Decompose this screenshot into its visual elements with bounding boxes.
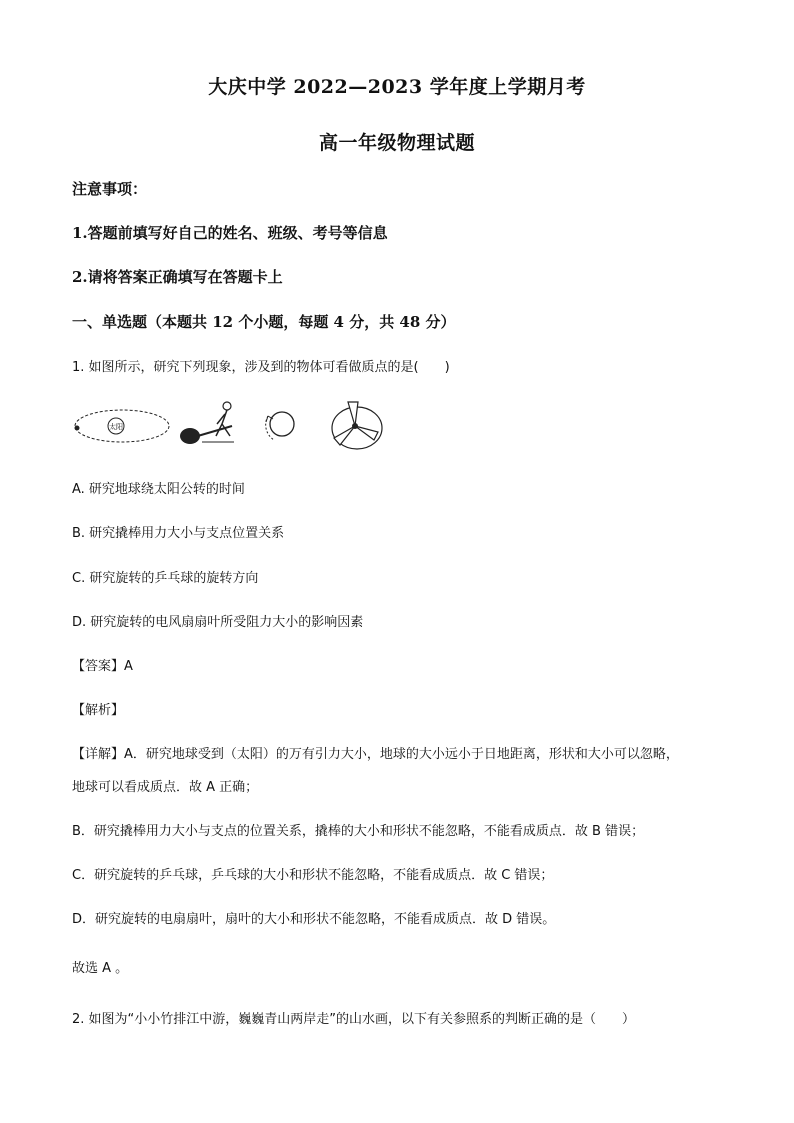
- orbit-diagram: [75, 410, 170, 442]
- question-1-option-b: B. 研究撬棒用力大小与支点位置关系: [72, 526, 285, 541]
- question-1-detail-line-2: 地球可以看成质点．故 A 正确；: [72, 780, 259, 795]
- fan-hub: [352, 423, 358, 429]
- question-1-detail-d: D．研究旋转的电扇扇叶，扇叶的大小和形状不能忽略，不能看成质点．故 D 错误。: [72, 912, 556, 927]
- exam-subtitle: 高一年级物理试题: [318, 132, 475, 154]
- question-1-answer: 【答案】A: [72, 659, 133, 674]
- person-body: [216, 410, 230, 436]
- question-1-stem: 1. 如图所示，研究下列现象，涉及到的物体可看做质点的是( ): [72, 360, 450, 375]
- question-1-detail-c: C．研究旋转的乒乓球，乒乓球的大小和形状不能忽略，不能看成质点．故 C 错误；: [72, 868, 554, 883]
- question-1-option-d: D. 研究旋转的电风扇扇叶所受阻力大小的影响因素: [72, 615, 364, 630]
- fan-blade-3: [355, 426, 378, 440]
- section-heading: 一、单选题（本题共 12 个小题，每题 4 分，共 48 分）: [72, 313, 456, 331]
- fan-blade-2: [334, 426, 355, 445]
- fan-diagram: [332, 402, 382, 449]
- exam-title: 大庆中学 2022—2023 学年度上学期月考: [208, 76, 586, 98]
- crowbar-diagram: [180, 402, 234, 444]
- question-1-detail-line-1: 【详解】A．研究地球受到（太阳）的万有引力大小，地球的大小远小于日地距离，形状和大小可以忽略，: [72, 747, 679, 762]
- person-head: [223, 402, 231, 410]
- sun-label: 太阳: [109, 423, 123, 431]
- question-1-option-c: C. 研究旋转的乒乓球的旋转方向: [72, 571, 259, 586]
- question-2-stem: 2. 如图为“小小竹排江中游，巍巍青山两岸走”的山水画，以下有关参照系的判断正确的是（ ）: [72, 1012, 636, 1027]
- notice-heading: 注意事项：: [72, 180, 148, 198]
- fan-blade-1: [348, 402, 358, 426]
- question-1-detail-b: B．研究撬棒用力大小与支点的位置关系，撬棒的大小和形状不能忽略，不能看成质点．故 B 错误；: [72, 824, 645, 839]
- question-1-figure: [72, 396, 392, 454]
- pingpong-diagram: [266, 412, 294, 440]
- notice-item-1: 1.答题前填写好自己的姓名、班级、考号等信息: [72, 224, 388, 242]
- question-1-conclusion: 故选 A 。: [72, 961, 129, 976]
- notice-item-2: 2.请将答案正确填写在答题卡上: [72, 268, 283, 286]
- question-1-analysis-label: 【解析】: [72, 703, 125, 718]
- earth-dot: [75, 426, 80, 431]
- ball-circle: [270, 412, 294, 436]
- question-1-option-a: A. 研究地球绕太阳公转的时间: [72, 482, 245, 497]
